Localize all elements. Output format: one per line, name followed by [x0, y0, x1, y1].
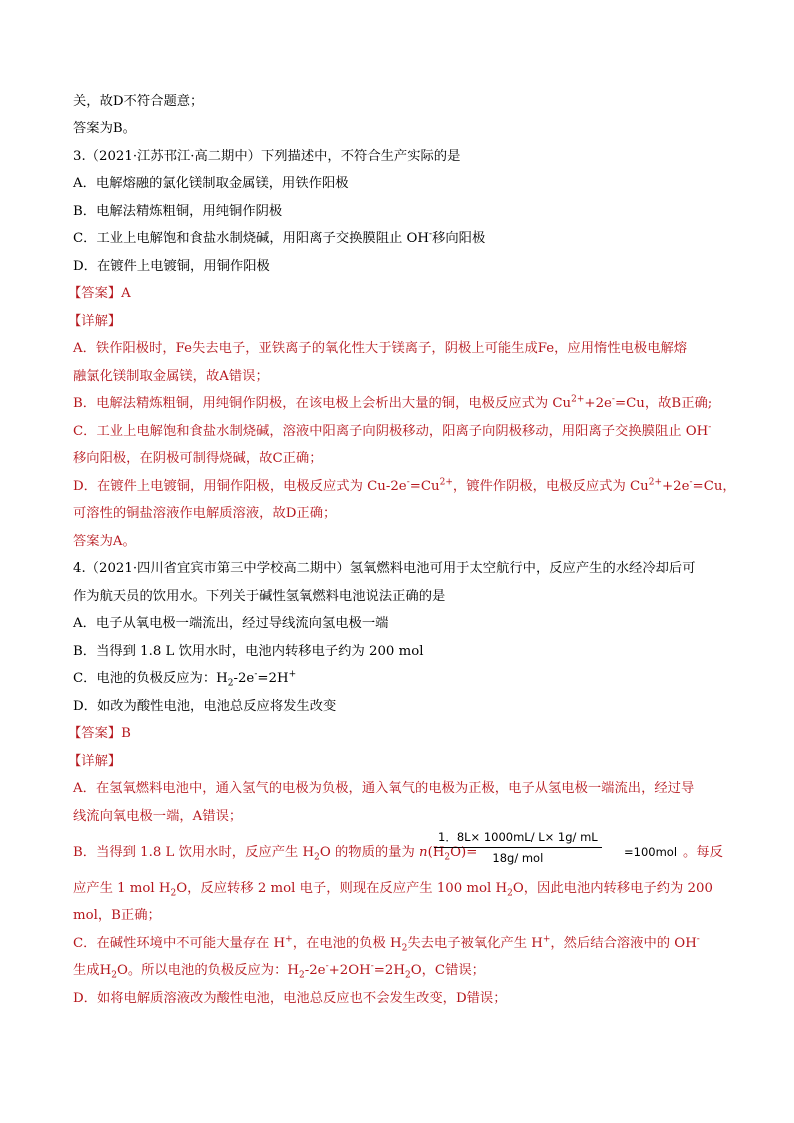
question-3-option-a: A．电解熔融的氯化镁制取金属镁，用铁作阳极 [73, 176, 349, 191]
question-4-stem: 4.（2021·四川省宜宾市第三中学校高二期中）氢氧燃料电池可用于太空航行中，反应产生的水经冷却后可 [73, 561, 696, 576]
question-4-option-d: D．如改为酸性电池，电池总反应将发生改变 [73, 699, 337, 714]
fraction-numerator: 1．8L× 1000mL/ L× 1g/ mL [434, 829, 602, 848]
detail-text: 融氯化镁制取金属镁，故A错误； [73, 369, 269, 384]
fraction-formula [434, 829, 602, 865]
answer-label-3: 【答案】A [68, 286, 131, 301]
detail-text: 答案为A。 [73, 534, 136, 549]
detail-text: 生成$H_2O$。所以电池的负极反应为：$H_2-2e^-+2OH^-=2H_2O$，C错误； [73, 961, 485, 981]
detail-text: C．工业上电解饱和食盐水制烧碱，溶液中阳离子向阴极移动，阳离子向阴极移动，用阳离子交换膜阻止 OH- [73, 422, 712, 439]
question-3-option-b: B．电解法精炼粗铜，用纯铜作阴极 [73, 204, 283, 219]
detail-text: 移向阳极，在阴极可制得烧碱，故C正确； [73, 451, 323, 466]
detail-text: B．当得到 1.8 L 饮用水时，反应产生 $H_2O$ 的物质的量为 $n(H_2O)=$ [73, 845, 478, 863]
question-4-option-c: C．电池的负极反应为：$H_2-2e^-=2H^+$ [73, 669, 297, 689]
answer-label-4: 【答案】B [68, 726, 131, 741]
detail-text: 应产生 1 mol $H_2O$，反应转移 2 mol 电子，则现在反应产生 100 mol $H_2O$，因此电池内转移电子约为 200 [73, 881, 713, 899]
detail-text: 线流向氧电极一端，A错误； [73, 809, 243, 824]
detail-text: D．如将电解质溶液改为酸性电池，电池总反应也不会发生改变，D错误； [73, 991, 507, 1006]
detail-label-3: 【详解】 [68, 314, 122, 329]
detail-text: mol，B正确； [73, 908, 161, 923]
detail-text: 可溶性的铜盐溶液作电解质溶液，故D正确； [73, 506, 337, 521]
detail-text: A．铁作阳极时，Fe失去电子，亚铁离子的氧化性大于镁离子，阴极上可能生成Fe，应用惰性电极电解熔 [73, 341, 688, 356]
question-4-option-a: A．电子从氧电极一端流出，经过导线流向氢电极一端 [73, 616, 389, 631]
fraction-result: =100mol [624, 845, 678, 859]
question-4-stem: 作为航天员的饮用水。下列关于碱性氢氧燃料电池说法正确的是 [73, 589, 446, 604]
detail-text: D．在镀件上电镀铜，用铜作阳极，电极反应式为 $Cu-2e^-=Cu^{2+}$，镀件作阴极，电极反应式为 $Cu^{2+}+2e^-=Cu$， [73, 477, 736, 494]
fraction-denominator: 18g/ mol [492, 851, 544, 865]
question-3-option-c: C．工业上电解饱和食盐水制烧碱，用阳离子交换膜阻止 OH-移向阳极 [73, 229, 486, 246]
text-line: 答案为B。 [73, 121, 136, 136]
detail-text: C．在碱性环境中不可能大量存在 H+，在电池的负极 $H_2$失去电子被氧化产生 H+，然后结合溶液中的 OH- [73, 934, 700, 954]
question-3-stem: 3.（2021·江苏邗江·高二期中）下列描述中，不符合生产实际的是 [73, 149, 461, 164]
question-3-option-d: D．在镀件上电镀铜，用铜作阳极 [73, 259, 270, 274]
detail-text: B．电解法精炼粗铜，用纯铜作阴极，在该电极上会析出大量的铜，电极反应式为 $Cu^{2+}+2e^-=Cu$，故B正确; [73, 394, 713, 411]
detail-text: A．在氢氧燃料电池中，通入氢气的电极为负极，通入氧气的电极为正极，电子从氢电极一端流出，经过导 [73, 781, 695, 796]
detail-text: 。每反 [683, 845, 723, 860]
text-line: 关，故D不符合题意； [73, 94, 204, 109]
detail-label-4: 【详解】 [68, 754, 122, 769]
question-4-option-b: B．当得到 1.8 L 饮用水时，电池内转移电子约为 200 mol [73, 644, 424, 659]
